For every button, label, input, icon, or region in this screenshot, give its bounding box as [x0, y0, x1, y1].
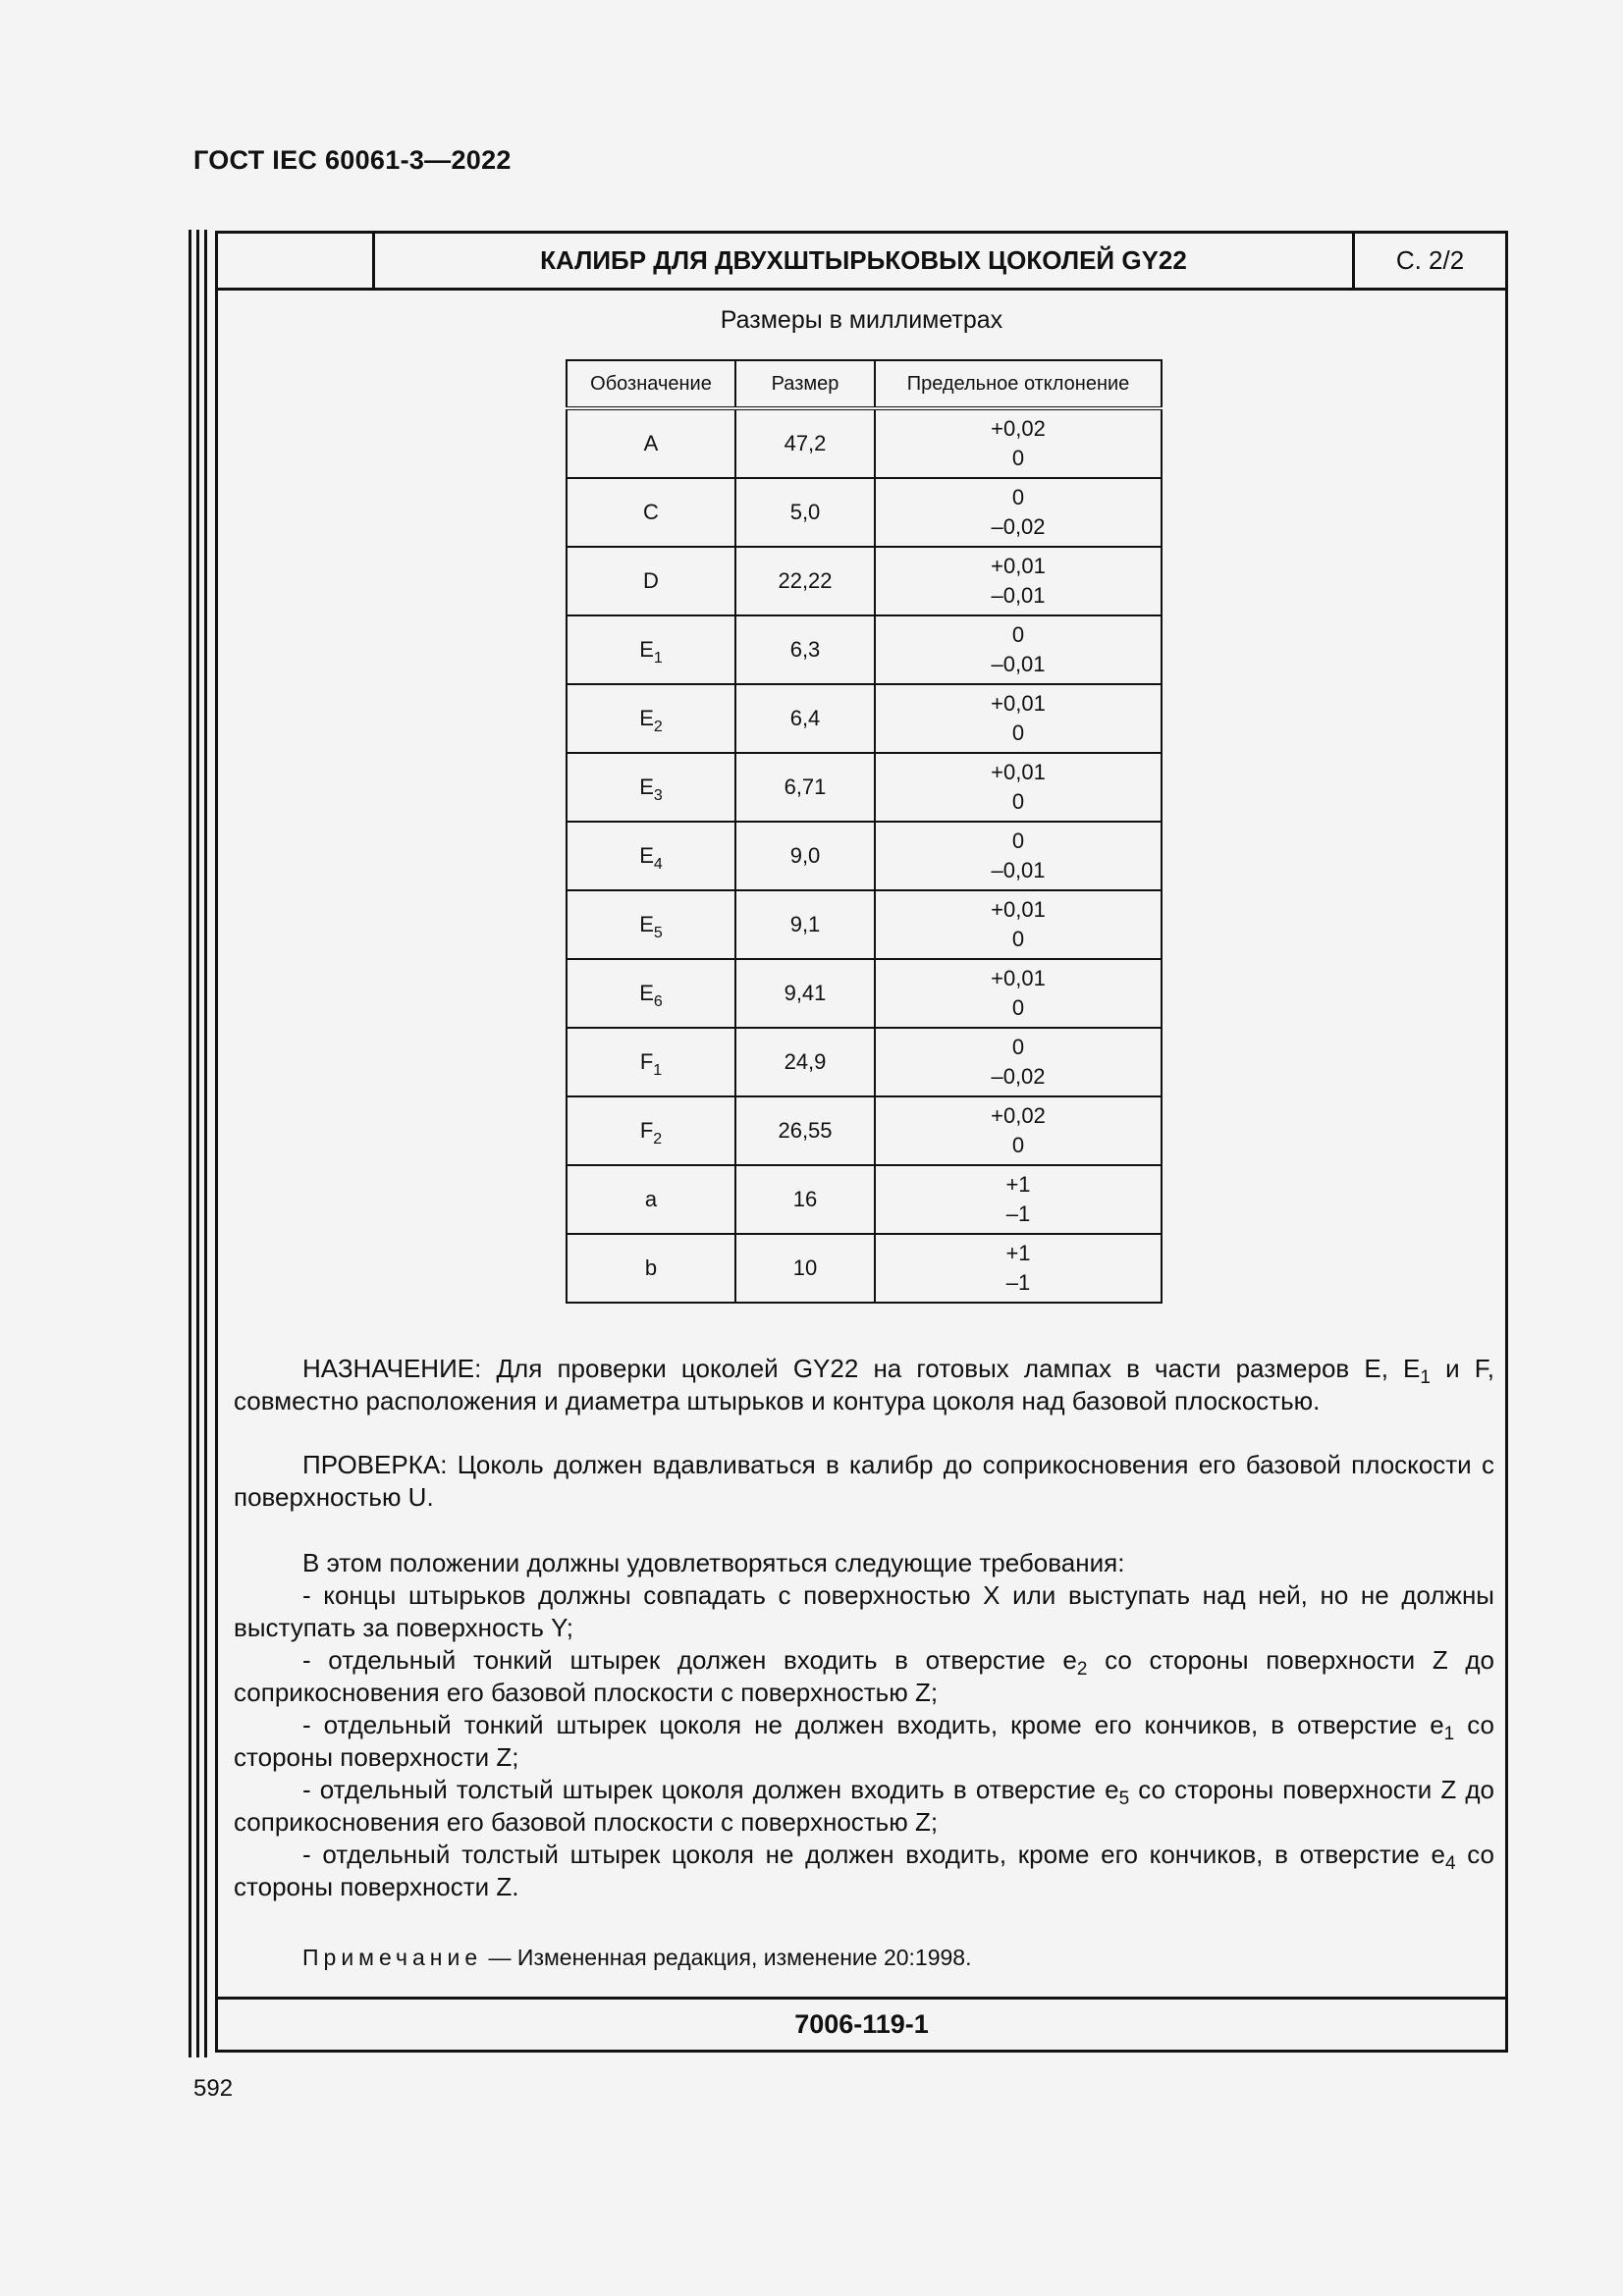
table-row — [567, 959, 1162, 1028]
purpose-text-cont: и F, совместно расположения и диаметра штырьков и контура цоколя над базовой плоскостью. — [234, 1354, 1495, 1415]
purpose-paragraph — [234, 1353, 1494, 1417]
symbol-letter: E — [639, 706, 654, 730]
symbol-letter: E — [639, 774, 654, 799]
cell-symbol — [567, 1165, 735, 1234]
units-note: Размеры в миллиметрах — [720, 306, 1003, 334]
symbol-subscript: 2 — [653, 1131, 663, 1148]
table-row — [567, 684, 1162, 753]
dimensions-table — [566, 359, 1163, 1304]
cell-size: 6,3 — [735, 615, 875, 684]
cell-symbol — [567, 547, 735, 615]
tolerance-upper: 0 — [1011, 622, 1025, 647]
tolerance-lower: –0,01 — [991, 652, 1046, 676]
tolerance-lower: 0 — [1011, 995, 1025, 1020]
check-paragraph — [234, 1449, 1494, 1514]
tolerance-upper: +0,01 — [991, 554, 1046, 578]
requirement-4-subscript: 5 — [1118, 1789, 1130, 1809]
cell-size: 9,0 — [735, 822, 875, 890]
cell-size: 10 — [735, 1234, 875, 1303]
purpose-subscript: 1 — [1420, 1367, 1431, 1388]
note-label: Примечание — [302, 1945, 483, 1970]
cell-tolerance — [875, 615, 1162, 684]
symbol-letter: a — [644, 1187, 658, 1211]
tolerance-lower: –1 — [1005, 1201, 1031, 1226]
table-header-row — [567, 360, 1162, 408]
tolerance-upper: +0,01 — [991, 691, 1046, 716]
tolerance-upper: +0,02 — [991, 1103, 1046, 1128]
requirements-intro: В этом положении должны удовлетворяться следующие требования: — [302, 1548, 1125, 1577]
requirement-5-subscript: 4 — [1444, 1853, 1456, 1874]
requirement-3-text-cont: со стороны поверхности Z; — [234, 1710, 1494, 1772]
cell-tolerance — [875, 1096, 1162, 1165]
table-row — [567, 890, 1162, 959]
requirement-2-text-cont: со стороны поверхности Z до соприкосновения его базовой плоскости с поверхностью Z; — [234, 1645, 1494, 1707]
table-row — [567, 408, 1162, 478]
cell-symbol — [567, 890, 735, 959]
requirement-1: - концы штырьков должны совпадать с поверхностью X или выступать над ней, но не должны выступать за поверхность Y; — [234, 1580, 1494, 1642]
requirement-5 — [234, 1839, 1494, 1903]
symbol-subscript: 5 — [653, 925, 663, 941]
tolerance-lower: 0 — [1011, 721, 1025, 745]
table-row — [567, 547, 1162, 615]
requirement-3 — [234, 1709, 1494, 1774]
cell-symbol — [567, 408, 735, 478]
binding-margin-lines — [189, 230, 208, 2057]
cell-symbol — [567, 478, 735, 547]
table-row — [567, 1234, 1162, 1303]
cell-tolerance — [875, 890, 1162, 959]
cell-size: 47,2 — [735, 408, 875, 478]
check-text: ПРОВЕРКА: Цоколь должен вдавливаться в калибр до соприкосновения его базовой плоскости с поверхностью U. — [234, 1450, 1494, 1512]
cell-tolerance — [875, 1028, 1162, 1096]
symbol-letter: E — [639, 912, 654, 936]
tolerance-upper: +0,02 — [991, 416, 1046, 441]
cell-tolerance — [875, 547, 1162, 615]
tolerance-upper: 0 — [1011, 485, 1025, 509]
note-text: — Измененная редакция, изменение 20:1998. — [482, 1945, 972, 1970]
title-empty-cell — [218, 234, 375, 288]
cell-symbol — [567, 959, 735, 1028]
requirement-3-text: - отдельный тонкий штырек цоколя не должен входить, кроме его кончиков, в отверстие e — [302, 1710, 1444, 1739]
cell-tolerance — [875, 1234, 1162, 1303]
tolerance-lower: 0 — [1011, 446, 1025, 470]
symbol-letter: E — [639, 637, 654, 662]
requirement-2-subscript: 2 — [1076, 1659, 1088, 1680]
tolerance-upper: +1 — [1005, 1241, 1031, 1265]
tolerance-upper: +1 — [1005, 1172, 1031, 1197]
symbol-letter: E — [639, 843, 654, 868]
column-header-symbol: Обозначение — [567, 360, 735, 408]
symbol-subscript: 1 — [653, 650, 663, 667]
requirement-3-subscript: 1 — [1443, 1724, 1455, 1744]
column-header-tolerance: Предельное отклонение — [875, 360, 1162, 408]
cell-tolerance — [875, 1165, 1162, 1234]
cell-size: 26,55 — [735, 1096, 875, 1165]
tolerance-upper: +0,01 — [991, 966, 1046, 990]
table-row — [567, 1165, 1162, 1234]
symbol-letter: E — [639, 981, 654, 1005]
requirement-2 — [234, 1644, 1494, 1709]
cell-size: 24,9 — [735, 1028, 875, 1096]
cell-symbol — [567, 753, 735, 822]
symbol-subscript: 6 — [653, 993, 663, 1010]
cell-size: 6,4 — [735, 684, 875, 753]
table-row — [567, 753, 1162, 822]
purpose-text: НАЗНАЧЕНИЕ: Для проверки цоколей GY22 на готовых лампах в части размеров E, E — [302, 1354, 1421, 1383]
title-row — [218, 234, 1505, 291]
table-row — [567, 478, 1162, 547]
cell-size: 5,0 — [735, 478, 875, 547]
sheet-code: 7006-119-1 — [218, 1997, 1505, 2050]
cell-symbol — [567, 1028, 735, 1096]
note — [302, 1945, 972, 1971]
table-row — [567, 822, 1162, 890]
tolerance-upper: 0 — [1011, 828, 1025, 853]
cell-symbol — [567, 822, 735, 890]
requirement-4-text-cont: со стороны поверхности Z до соприкосновения его базовой плоскости с поверхностью Z; — [234, 1775, 1494, 1837]
cell-tolerance — [875, 408, 1162, 478]
table-row — [567, 615, 1162, 684]
cell-size: 9,1 — [735, 890, 875, 959]
requirements-block — [234, 1547, 1494, 1903]
tolerance-lower: –0,02 — [991, 1064, 1046, 1089]
tolerance-upper: +0,01 — [991, 760, 1046, 784]
requirement-4-text: - отдельный толстый штырек цоколя должен входить в отверстие e — [302, 1775, 1119, 1804]
symbol-letter: D — [643, 568, 659, 593]
tolerance-lower: 0 — [1011, 789, 1025, 814]
cell-tolerance — [875, 959, 1162, 1028]
cell-symbol — [567, 684, 735, 753]
sheet-page-ref: С. 2/2 — [1395, 245, 1465, 275]
tolerance-lower: 0 — [1011, 927, 1025, 951]
symbol-subscript: 3 — [653, 787, 663, 804]
cell-tolerance — [875, 478, 1162, 547]
column-header-size: Размер — [735, 360, 875, 408]
tolerance-upper: 0 — [1011, 1035, 1025, 1059]
sheet-title: КАЛИБР ДЛЯ ДВУХШТЫРЬКОВЫХ ЦОКОЛЕЙ GY22 — [375, 234, 1355, 288]
symbol-letter: F — [639, 1118, 654, 1143]
symbol-subscript: 2 — [653, 719, 663, 735]
tolerance-lower: –1 — [1005, 1270, 1031, 1295]
symbol-letter: F — [639, 1049, 654, 1074]
table-row — [567, 1096, 1162, 1165]
cell-size: 22,22 — [735, 547, 875, 615]
cell-symbol — [567, 1096, 735, 1165]
cell-tolerance — [875, 684, 1162, 753]
cell-tolerance — [875, 822, 1162, 890]
requirement-5-text: - отдельный толстый штырек цоколя не должен входить, кроме его кончиков, в отверстие e — [302, 1840, 1445, 1869]
cell-tolerance — [875, 753, 1162, 822]
cell-symbol — [567, 1234, 735, 1303]
tolerance-lower: –0,01 — [991, 583, 1046, 608]
tolerance-lower: –0,01 — [991, 858, 1046, 882]
requirement-2-text: - отдельный тонкий штырек должен входить в отверстие e — [302, 1645, 1077, 1675]
cell-size: 16 — [735, 1165, 875, 1234]
standard-header: ГОСТ IEC 60061-3—2022 — [193, 145, 512, 175]
table-row — [567, 1028, 1162, 1096]
symbol-letter: C — [643, 500, 659, 524]
symbol-letter: b — [644, 1255, 658, 1280]
symbol-subscript: 1 — [653, 1062, 663, 1079]
tolerance-lower: 0 — [1011, 1133, 1025, 1157]
cell-size: 6,71 — [735, 753, 875, 822]
requirement-5-text-cont: со стороны поверхности Z. — [234, 1840, 1494, 1901]
requirement-4 — [234, 1774, 1494, 1839]
symbol-letter: A — [643, 431, 659, 455]
page-number: 592 — [193, 2075, 234, 2102]
tolerance-upper: +0,01 — [991, 897, 1046, 922]
cell-size: 9,41 — [735, 959, 875, 1028]
tolerance-lower: –0,02 — [991, 514, 1046, 539]
cell-symbol — [567, 615, 735, 684]
table-body — [567, 408, 1162, 1303]
symbol-subscript: 4 — [653, 856, 663, 873]
sheet-frame — [215, 231, 1508, 2053]
